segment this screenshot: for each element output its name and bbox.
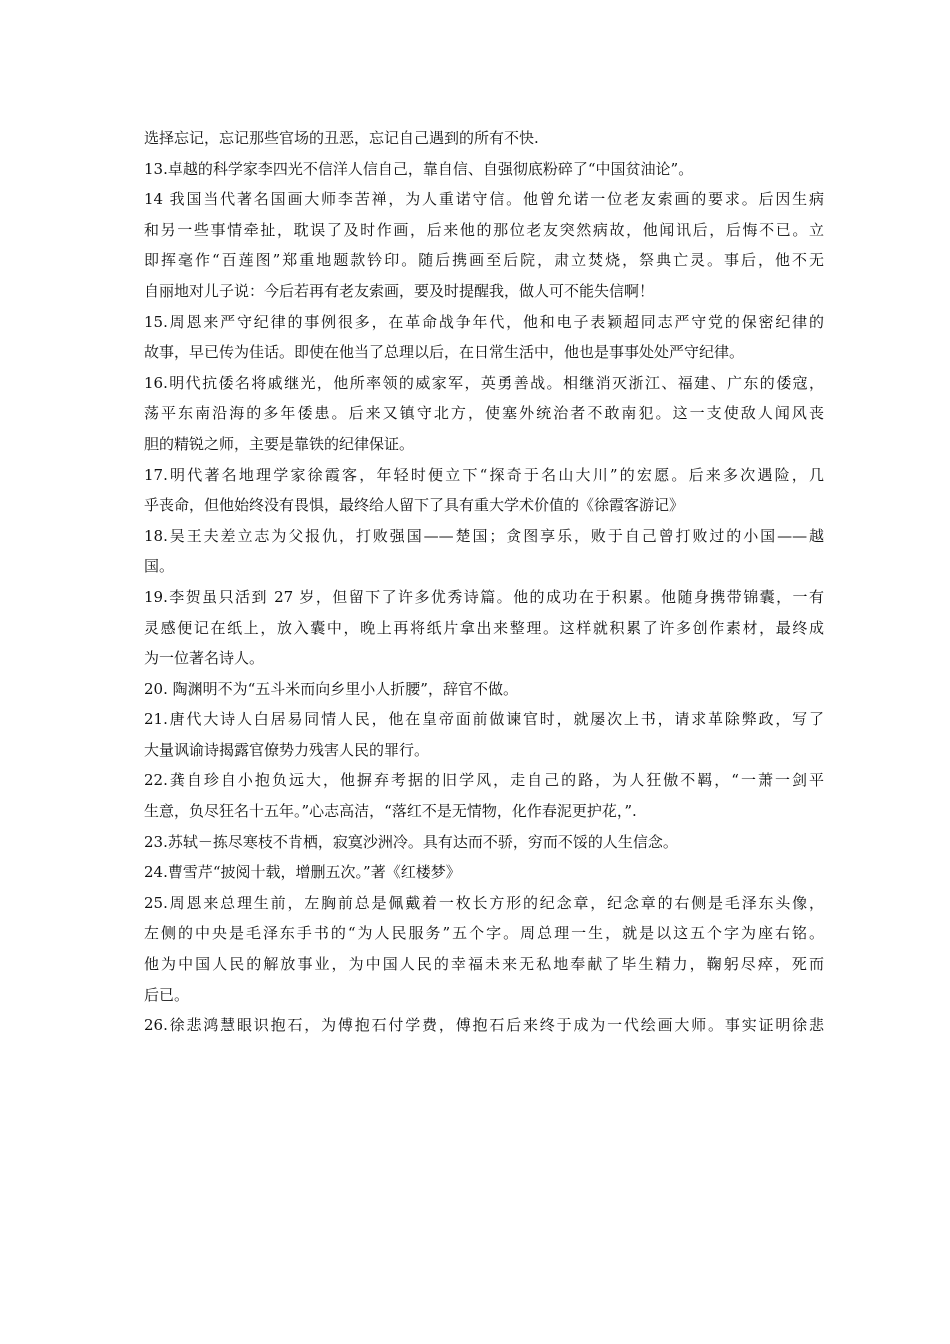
text-line: 左侧的中央是毛泽东手书的“为人民服务”五个字。周总理一生，就是以这五个字为座右铭。 [144, 924, 824, 943]
text-line: 乎丧命，但他始终没有畏惧，最终给人留下了具有重大学术价值的《徐霞客游记》 [144, 496, 685, 515]
text-line: 23.苏轼－拣尽寒枝不肯栖，寂寞沙洲冷。具有达而不骄，穷而不馁的人生信念。 [144, 832, 678, 851]
text-line: 21.唐代大诗人白居易同情人民，他在皇帝面前做谏官时，就屡次上书，请求革除弊政，写了 [144, 710, 824, 729]
text-line: 16.明代抗倭名将戚继光，他所率领的威家军，英勇善战。相继消灭浙江、福建、广东的倭寇， [144, 373, 824, 392]
text-line: 22.龚自珍自小抱负远大，他摒弃考据的旧学风，走自己的路，为人狂傲不羁，“一萧一剑平 [144, 771, 824, 790]
document-body [144, 126, 824, 1044]
text-line: 19.李贺虽只活到 27 岁，但留下了许多优秀诗篇。他的成功在于积累。他随身携带锦囊，一有 [144, 587, 824, 606]
text-line: 24.曹雪芹“披阅十载，增删五次。”著《红楼梦》 [144, 863, 461, 882]
text-line: 国。 [144, 557, 175, 576]
text-line: 25.周恩来总理生前，左胸前总是佩戴着一枚长方形的纪念章，纪念章的右侧是毛泽东头像， [144, 893, 824, 912]
text-line: 选择忘记，忘记那些官场的丑恶，忘记自己遇到的所有不快. [144, 129, 539, 147]
text-line: 他为中国人民的解放事业，为中国人民的幸福未来无私地奉献了毕生精力，鞠躬尽瘁，死而 [144, 955, 824, 974]
text-line: 生意，负尽狂名十五年。”心志高洁，“落红不是无情物，化作春泥更护花，”. [144, 802, 637, 821]
text-line: 故事，早已传为佳话。即使在他当了总理以后，在日常生活中，他也是事事处处严守纪律。 [144, 343, 745, 362]
text-line: 17.明代著名地理学家徐霞客，年轻时便立下“探奇于名山大川”的宏愿。后来多次遇险，几 [144, 465, 824, 484]
text-line: 14 我国当代著名国画大师李苦禅，为人重诺守信。他曾允诺一位老友索画的要求。后因生病 [144, 190, 824, 209]
text-line: 灵感便记在纸上，放入囊中，晚上再将纸片拿出来整理。这样就积累了许多创作素材，最终成 [144, 618, 824, 637]
text-line: 13.卓越的科学家李四光不信洋人信自己，靠自信、自强彻底粉碎了“中国贫油论”。 [144, 159, 694, 178]
text-line: 即挥毫作“百莲图”郑重地题款钤印。随后携画至后院，肃立焚烧，祭典亡灵。事后，他不无 [144, 251, 824, 270]
text-line: 26.徐悲鸿慧眼识抱石，为傅抱石付学费，傅抱石后来终于成为一代绘画大师。事实证明徐悲 [144, 1016, 824, 1035]
text-line: 为一位著名诗人。 [144, 649, 265, 668]
text-line: 18.吴王夫差立志为父报仇，打败强国——楚国；贪图享乐，败于自己曾打败过的小国——越 [144, 526, 824, 545]
text-line: 和另一些事情牵扯，耽误了及时作画，后来他的那位老友突然病故，他闻讯后，后悔不已。立 [144, 220, 824, 239]
text-line: 自丽地对儿子说：今后若再有老友索画，要及时提醒我，做人可不能失信啊！ [144, 281, 655, 300]
text-line: 后已。 [144, 985, 190, 1004]
text-line: 大量讽谕诗揭露官僚势力残害人民的罪行。 [144, 740, 430, 759]
text-line: 20. 陶渊明不为“五斗米而向乡里小人折腰”，辞官不做。 [144, 679, 518, 698]
text-line: 胆的精锐之师，主要是靠铁的纪律保证。 [144, 434, 415, 453]
text-line: 荡平东南沿海的多年倭患。后来又镇守北方，使塞外统治者不敢南犯。这一支使敌人闻风丧 [144, 404, 824, 423]
text-line: 15.周恩来严守纪律的事例很多，在革命战争年代，他和电子表颖超同志严守党的保密纪律的 [144, 312, 824, 331]
